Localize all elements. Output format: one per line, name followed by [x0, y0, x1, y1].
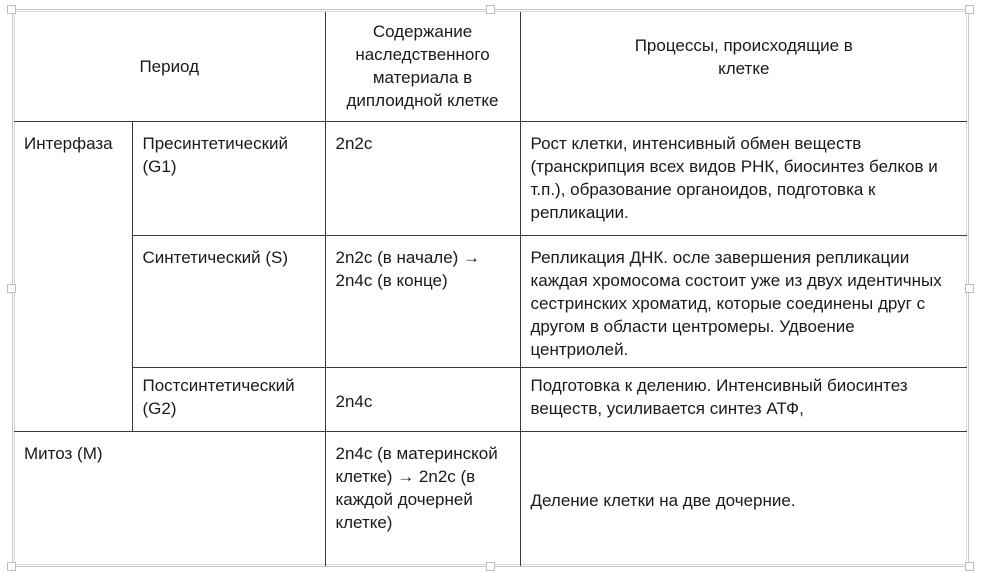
- header-content: [325, 12, 520, 121]
- resize-handle-bottom-right[interactable]: [965, 562, 974, 571]
- resize-handle-top-center[interactable]: [486, 5, 495, 14]
- cell-processes: Подготовка к делению. Интенсивный биосинтез веществ, усиливается синтез АТФ,: [520, 367, 967, 431]
- cell-subperiod: [132, 367, 325, 431]
- table-row: [14, 431, 967, 566]
- cell-processes: Репликация ДНК. осле завершения репликации каждая хромосома состоит уже из двух идентичных сестринских хроматид, которые соединены друг с другом в области центромеры. Удвоение центриолей.: [520, 235, 967, 367]
- table-row: [14, 367, 967, 431]
- cell-phase-mitosis: Митоз (М): [14, 431, 325, 566]
- resize-handle-bottom-center[interactable]: [486, 562, 495, 571]
- cell-subperiod-text: Постсинтетический (G2): [142, 375, 295, 418]
- resize-handle-bottom-left[interactable]: [7, 562, 16, 571]
- cell-content: [325, 431, 520, 566]
- resize-handle-top-right[interactable]: [965, 5, 974, 14]
- cell-processes: Рост клетки, интенсивный обмен веществ (транскрипция всех видов РНК, биосинтез белков и т.п.), образование органоидов, подготовка к репликации.: [520, 121, 967, 235]
- cell-content-text: 2n2c (в начале) → 2n4c (в конце): [335, 247, 481, 290]
- cell-processes: Деление клетки на две дочерние.: [520, 431, 967, 566]
- cell-subperiod: Пресинтетический (G1): [132, 121, 325, 235]
- cell-phase-interphase: Интерфаза: [14, 121, 132, 431]
- cell-content: [325, 235, 520, 367]
- table-row: [14, 121, 967, 235]
- header-period: Период: [14, 12, 325, 121]
- cell-content: 2n2c: [325, 121, 520, 235]
- header-processes-label: Процессы, происходящие в клетке: [634, 36, 853, 79]
- resize-handle-middle-left[interactable]: [7, 284, 16, 293]
- header-processes: [520, 12, 967, 121]
- table-row: [14, 235, 967, 367]
- table-header-row: [14, 12, 967, 121]
- resize-handle-middle-right[interactable]: [965, 284, 974, 293]
- resize-handle-top-left[interactable]: [7, 5, 16, 14]
- cell-content: 2n4c: [325, 367, 520, 431]
- cell-content-text: 2n4c (в материнской клетке) → 2n2c (в каждой дочерней клетке): [335, 443, 498, 532]
- header-content-label: Содержание наследственного материала в диплоидной клетке: [346, 22, 499, 111]
- cell-subperiod: Синтетический (S): [132, 235, 325, 367]
- cell-cycle-table: [14, 12, 967, 566]
